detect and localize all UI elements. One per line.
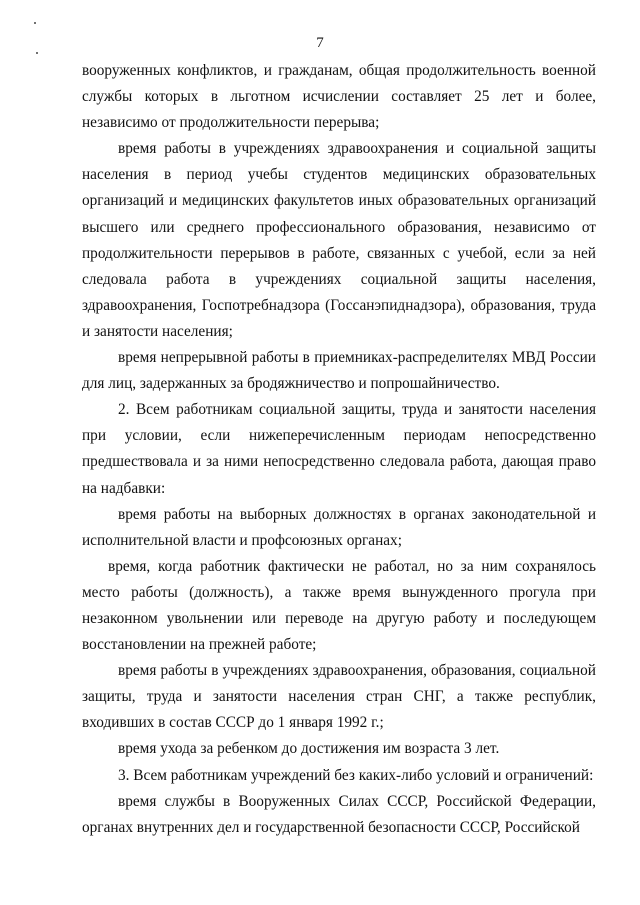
paragraph: время работы в учреждениях здравоохранения, образования, социальной защиты, труда и занятости населения стран СНГ, а также республик, входивших в состав СССР до 1 января 1992 г.; <box>82 662 596 732</box>
paragraph: 3. Всем работникам учреждений без каких-либо условий и ограничений: <box>118 766 594 784</box>
paragraph: 2. Всем работникам социальной защиты, труда и занятости населения при условии, если нижеперечисленным периодам непосредственно предшествовала и за ними непосредственно следовала работа, дающая право на надбавки: <box>82 401 596 497</box>
paragraph: время работы в учреждениях здравоохранения и социальной защиты населения в период учебы студентов медицинских образовательных организаций и медицинских факультетов иных образовательных организаций высшего или среднего профессионального образования, независимо от продолжительности перерывов в работе, связанных с учебой, если за ней следовала работа в учреждениях социальной защиты населения, здравоохранения, Госпотребнадзора (Госсанэпиднадзора), образования, труда и занятости населения; <box>82 140 596 340</box>
scan-speck <box>34 22 36 24</box>
paragraph: время, когда работник фактически не работал, но за ним сохранялось место работы (должность), а также время вынужденного прогула при незаконном увольнении или переводе на другую работу и последующем восстановлении на прежней работе; <box>82 557 596 654</box>
paragraph: время службы в Вооруженных Силах СССР, Российской Федерации, органах внутренних дел и государственной безопасности СССР, Российской <box>82 792 596 836</box>
paragraph: вооруженных конфликтов, и гражданам, общая продолжительность военной службы которых в льготном исчислении составляет 25 лет и более, независимо от продолжительности перерыва; <box>82 62 596 132</box>
paragraph: время ухода за ребенком до достижения им возраста 3 лет. <box>118 740 500 758</box>
paragraph: время непрерывной работы в приемниках-распределителях МВД России для лиц, задержанных за бродяжничество и попрошайничество. <box>82 349 596 393</box>
scan-speck <box>36 52 38 54</box>
document-body <box>82 58 596 841</box>
page-number: 7 <box>316 35 324 51</box>
paragraph: время работы на выборных должностях в органах законодательной и исполнительной власти и профсоюзных органах; <box>82 505 596 549</box>
